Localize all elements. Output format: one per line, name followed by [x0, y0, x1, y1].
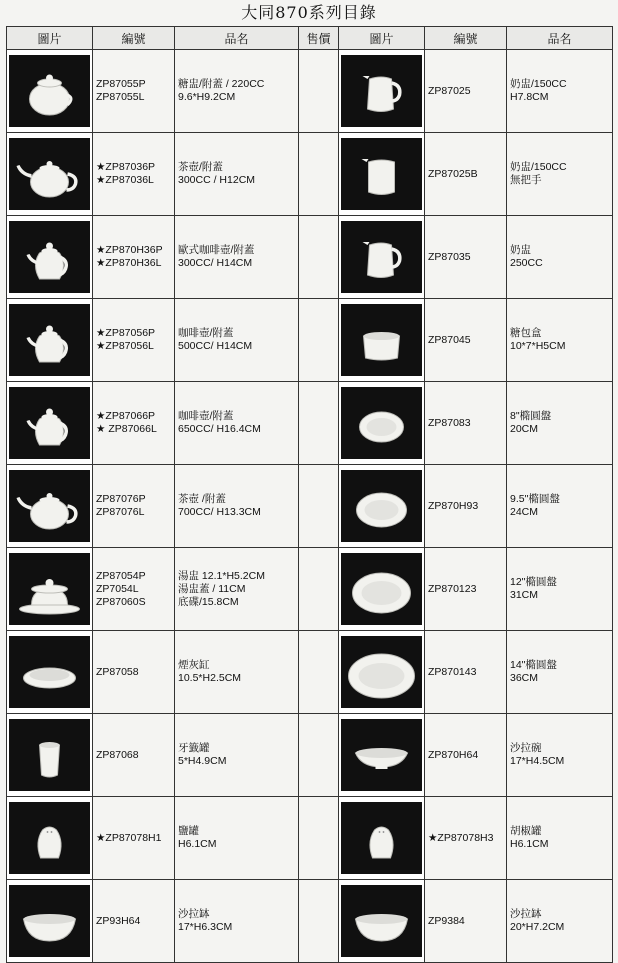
product-code-line: ★ZP87036P	[96, 161, 156, 173]
product-name-line: 茶壺/附蓋	[178, 161, 223, 173]
product-code	[93, 50, 175, 133]
product-name-line: 5*H4.9CM	[178, 755, 227, 767]
product-image-cell	[339, 133, 425, 216]
oval-plate-icon	[341, 470, 422, 542]
product-code	[425, 548, 507, 631]
product-code-line: ZP87025B	[428, 167, 478, 180]
product-code-line: ★ZP87036L	[96, 174, 154, 186]
price-cell	[299, 216, 339, 299]
product-name-line: 250CC	[510, 257, 543, 269]
product-name-line: H7.8CM	[510, 91, 549, 103]
product-code-line: ★ ZP87066L	[96, 423, 157, 435]
product-code	[93, 382, 175, 465]
header-row	[7, 27, 613, 50]
product-code-line: ZP870H93	[428, 499, 479, 512]
creamer-icon	[341, 138, 422, 210]
product-name	[507, 631, 613, 714]
coffee-pot-icon	[9, 221, 90, 293]
product-code-line: ZP93H64	[96, 914, 141, 927]
product-name	[175, 548, 299, 631]
product-name-line: 17*H4.5CM	[510, 755, 565, 767]
product-code-line: ZP87076P	[96, 493, 146, 505]
product-image-cell	[7, 631, 93, 714]
table-row	[7, 631, 613, 714]
price-cell	[299, 797, 339, 880]
product-code-line: ZP87055P	[96, 78, 146, 90]
soup-tureen-icon	[9, 553, 90, 625]
product-name	[175, 880, 299, 963]
product-name-line: 咖啡壺/附蓋	[178, 327, 234, 339]
salt-shaker-icon	[9, 802, 90, 874]
product-name-line: H6.1CM	[510, 838, 549, 850]
product-code	[93, 880, 175, 963]
product-image-cell	[339, 714, 425, 797]
product-name-line: 9.5"橢圓盤	[510, 493, 560, 505]
teapot-icon	[9, 138, 90, 210]
product-code	[425, 133, 507, 216]
pepper-shaker-icon	[341, 802, 422, 874]
coffee-pot-icon	[9, 304, 90, 376]
table-row	[7, 714, 613, 797]
oval-plate-icon	[341, 387, 422, 459]
sugar-box-icon	[341, 304, 422, 376]
product-image-cell	[7, 50, 93, 133]
product-code-line: ★ZP870H36P	[96, 244, 163, 256]
product-name-line: 20CM	[510, 423, 539, 435]
product-code-line: ZP87060S	[96, 595, 146, 608]
product-name-line: 奶盅/150CC	[510, 161, 567, 173]
header-product-name-right: 品名	[507, 27, 613, 50]
price-cell	[299, 880, 339, 963]
table-row	[7, 50, 613, 133]
product-code-line: ZP87035	[428, 250, 471, 263]
product-name-line: 胡椒罐	[510, 825, 542, 837]
product-code-line: ZP870143	[428, 665, 477, 678]
product-code	[425, 880, 507, 963]
product-code-line: ★ZP87078H1	[96, 831, 162, 844]
product-image-cell	[339, 797, 425, 880]
product-code-line: ZP87076L	[96, 506, 145, 518]
product-name-line: 10.5*H2.5CM	[178, 672, 242, 684]
product-name	[175, 797, 299, 880]
product-name	[175, 382, 299, 465]
product-name-line: 鹽罐	[178, 825, 199, 837]
product-code	[425, 50, 507, 133]
price-cell	[299, 631, 339, 714]
product-name-line: 湯盅 12.1*H5.2CM	[178, 569, 265, 582]
product-code-line: ZP87055L	[96, 91, 145, 103]
product-code-line: ZP87058	[96, 665, 139, 678]
product-code-line: ZP87068	[96, 748, 139, 761]
product-code	[425, 382, 507, 465]
product-image-cell	[339, 465, 425, 548]
product-name	[507, 133, 613, 216]
product-name	[507, 50, 613, 133]
product-code	[93, 465, 175, 548]
product-code-line: ★ZP87066P	[96, 410, 156, 422]
product-image-cell	[339, 382, 425, 465]
oval-plate-icon	[341, 553, 422, 625]
product-name-line: 8"橢圓盤	[510, 410, 552, 422]
header-code-right: 編號	[425, 27, 507, 50]
product-code	[425, 797, 507, 880]
catalog-table	[6, 26, 613, 963]
product-code-line: ★ZP870H36L	[96, 257, 162, 269]
product-name	[175, 631, 299, 714]
product-image-cell	[7, 714, 93, 797]
product-code	[425, 714, 507, 797]
product-name-line: 歐式咖啡壺/附蓋	[178, 244, 255, 256]
price-cell	[299, 548, 339, 631]
product-code	[93, 797, 175, 880]
table-row	[7, 216, 613, 299]
product-image-cell	[7, 465, 93, 548]
product-image-cell	[339, 216, 425, 299]
price-cell	[299, 133, 339, 216]
table-row	[7, 299, 613, 382]
product-name	[507, 382, 613, 465]
product-code-line: ZP87054P	[96, 569, 146, 582]
sugar-bowl-icon	[9, 55, 90, 127]
product-name-line: 300CC/ H14CM	[178, 257, 253, 269]
product-name	[175, 50, 299, 133]
price-cell	[299, 299, 339, 382]
table-row	[7, 382, 613, 465]
product-image-cell	[7, 382, 93, 465]
product-code-line: ★ZP87078H3	[428, 831, 494, 844]
coffee-pot-icon	[9, 387, 90, 459]
product-name-line: 24CM	[510, 506, 539, 518]
product-image-cell	[339, 299, 425, 382]
product-name	[507, 714, 613, 797]
product-name-line: 500CC/ H14CM	[178, 340, 253, 352]
product-name	[507, 299, 613, 382]
product-code-line: ZP87025	[428, 84, 471, 97]
product-code	[425, 465, 507, 548]
product-name-line: 無把手	[510, 174, 542, 186]
product-image-cell	[7, 133, 93, 216]
product-code-line: ★ZP87056L	[96, 340, 154, 352]
header-image-right: 圖片	[339, 27, 425, 50]
product-name-line: 底碟/15.8CM	[178, 595, 239, 608]
product-image-cell	[7, 299, 93, 382]
product-name-line: 咖啡壺/附蓋	[178, 410, 234, 422]
product-name	[507, 465, 613, 548]
product-code-line: ZP87083	[428, 416, 471, 429]
table-row	[7, 465, 613, 548]
product-name	[175, 465, 299, 548]
product-name-line: 糖盅/附蓋 / 220CC	[178, 78, 265, 90]
salad-bowl-icon	[9, 885, 90, 957]
product-code-line: ZP7054L	[96, 582, 139, 595]
product-name-line: 300CC / H12CM	[178, 174, 256, 186]
oval-plate-icon	[341, 636, 422, 708]
product-name	[175, 216, 299, 299]
creamer-icon	[341, 221, 422, 293]
product-name-line: 17*H6.3CM	[178, 921, 233, 933]
ashtray-icon	[9, 636, 90, 708]
product-name-line: 31CM	[510, 589, 539, 601]
product-code	[425, 299, 507, 382]
product-code-line: ZP9384	[428, 914, 465, 927]
creamer-icon	[341, 55, 422, 127]
toothpick-holder-icon	[9, 719, 90, 791]
product-name-line: 沙拉碗	[510, 742, 542, 754]
product-code	[425, 631, 507, 714]
table-row	[7, 797, 613, 880]
product-name	[507, 548, 613, 631]
table-row	[7, 133, 613, 216]
product-name-line: 20*H7.2CM	[510, 921, 565, 933]
product-image-cell	[339, 50, 425, 133]
price-cell	[299, 50, 339, 133]
product-name	[175, 133, 299, 216]
product-image-cell	[339, 880, 425, 963]
product-code-line: ★ZP87056P	[96, 327, 156, 339]
product-code-line: ZP870123	[428, 582, 477, 595]
product-name-line: 12"橢圓盤	[510, 576, 557, 588]
header-price: 售價	[299, 27, 339, 50]
header-image: 圖片	[7, 27, 93, 50]
product-code-line: ZP87045	[428, 333, 471, 346]
page-title: 大同870系列目錄	[241, 3, 377, 22]
product-code	[93, 299, 175, 382]
product-name-line: 糖包盒	[510, 327, 542, 339]
salad-bowl-icon	[341, 885, 422, 957]
product-name-line: 奶盅/150CC	[510, 78, 567, 90]
product-code	[93, 631, 175, 714]
product-name	[507, 797, 613, 880]
product-image-cell	[7, 797, 93, 880]
product-name-line: 650CC/ H16.4CM	[178, 423, 261, 435]
product-name-line: 奶盅	[510, 244, 531, 256]
table-row	[7, 880, 613, 963]
product-name-line: 9.6*H9.2CM	[178, 91, 236, 103]
product-name-line: 沙拉缽	[510, 908, 542, 920]
price-cell	[299, 382, 339, 465]
product-image-cell	[339, 631, 425, 714]
product-name-line: 36CM	[510, 672, 539, 684]
product-code	[93, 216, 175, 299]
product-name	[175, 714, 299, 797]
product-name-line: 湯盅蓋 / 11CM	[178, 582, 246, 595]
product-code-line: ZP870H64	[428, 748, 479, 761]
product-name	[507, 216, 613, 299]
product-name	[175, 299, 299, 382]
header-code: 編號	[93, 27, 175, 50]
product-image-cell	[7, 216, 93, 299]
product-name-line: 牙籤罐	[178, 742, 210, 754]
product-image-cell	[7, 880, 93, 963]
product-name-line: 煙灰缸	[178, 659, 210, 671]
salad-bowl-icon	[341, 719, 422, 791]
header-product-name: 品名	[175, 27, 299, 50]
teapot-icon	[9, 470, 90, 542]
price-cell	[299, 714, 339, 797]
product-name-line: 10*7*H5CM	[510, 340, 566, 352]
product-code	[425, 216, 507, 299]
product-name-line: H6.1CM	[178, 838, 217, 850]
product-name-line: 700CC/ H13.3CM	[178, 506, 261, 518]
product-name	[507, 880, 613, 963]
product-image-cell	[7, 548, 93, 631]
product-name-line: 沙拉缽	[178, 908, 210, 920]
product-name-line: 14"橢圓盤	[510, 659, 557, 671]
product-image-cell	[339, 548, 425, 631]
price-cell	[299, 465, 339, 548]
product-code	[93, 133, 175, 216]
table-row	[7, 548, 613, 631]
product-code	[93, 548, 175, 631]
product-code	[93, 714, 175, 797]
product-name-line: 茶壺 /附蓋	[178, 493, 226, 505]
